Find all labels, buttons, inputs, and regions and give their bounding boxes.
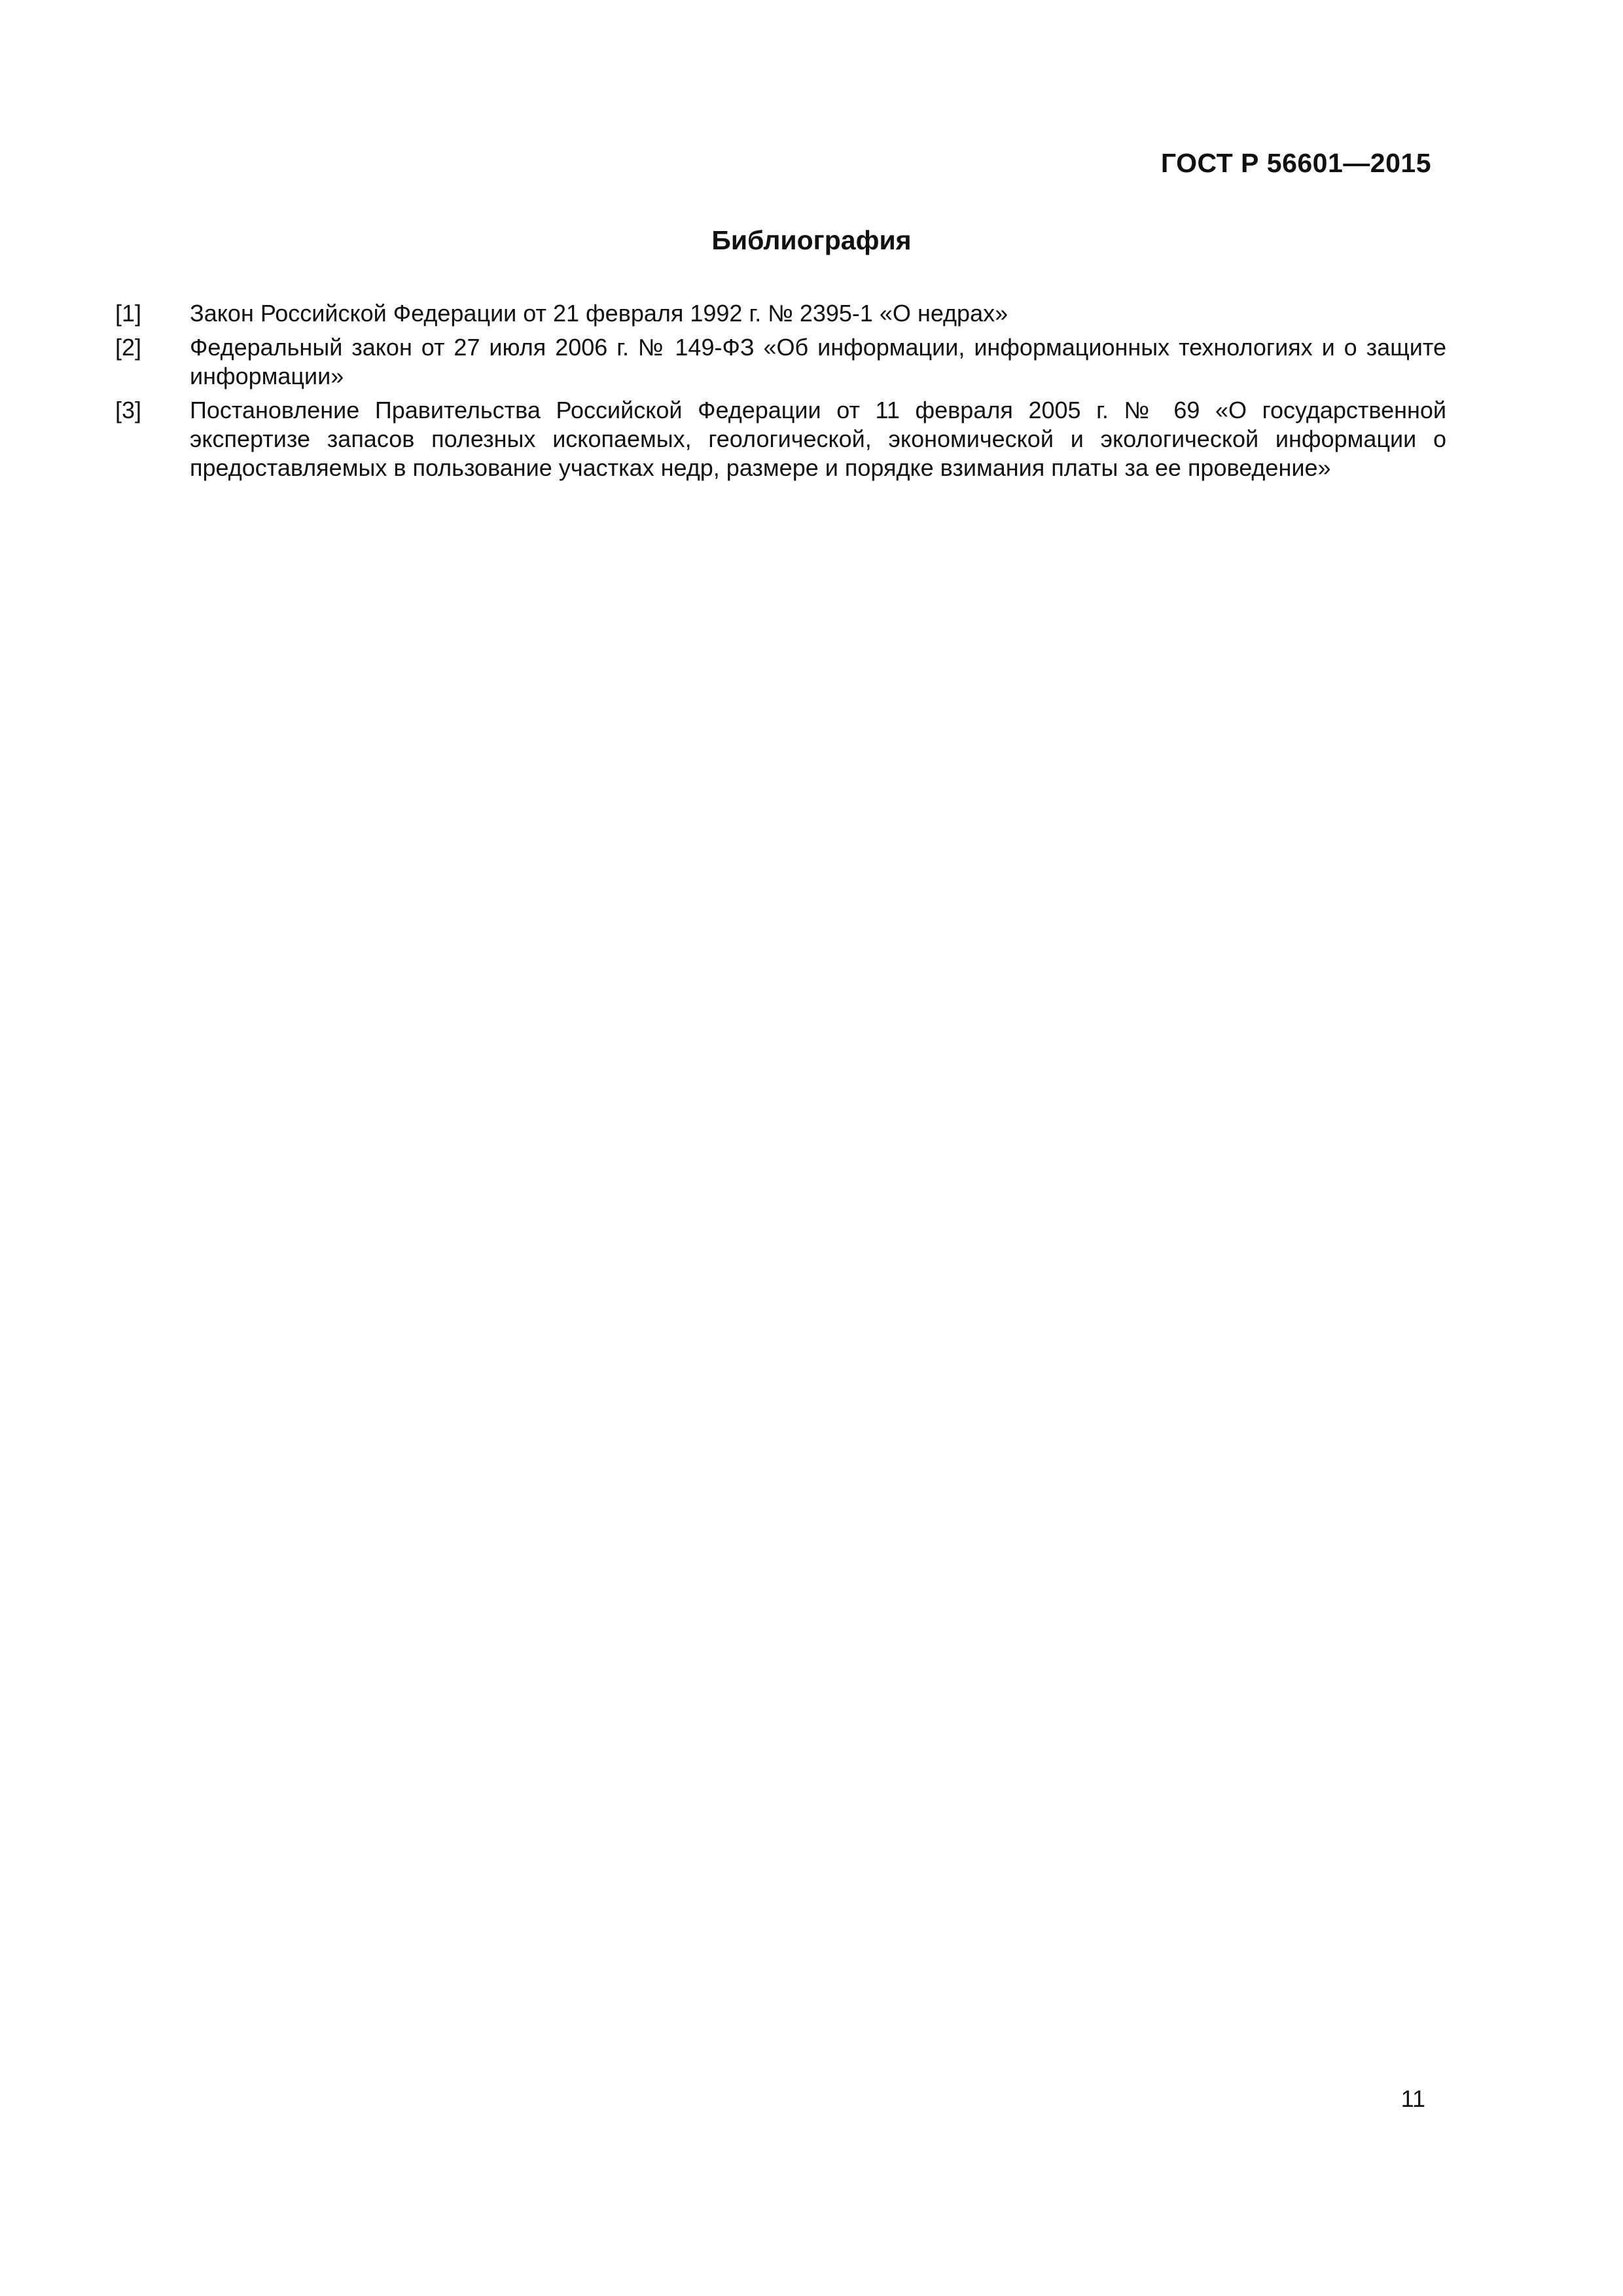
bibliography-item-text: Закон Российской Федерации от 21 февраля 1992 г. № 2395-1 «О недрах» [190, 300, 1008, 327]
section-title: Библиография [711, 225, 912, 255]
bibliography-item-number: [1] [115, 300, 142, 327]
bibliography-item-number: [2] [115, 334, 142, 361]
bibliography-item [115, 299, 1446, 328]
bibliography-item-text: Постановление Правительства Российской Федерации от 11 февраля 2005 г. № 69 «О государственной экспертизе запасов полезных ископаемых, геологической, экономической и экологической информации о предоставляемых в пользование участках недр, размере и порядке взимания платы за ее проведение» [190, 397, 1446, 481]
bibliography-list [115, 299, 1446, 488]
document-code: ГОСТ Р 56601—2015 [1160, 148, 1431, 178]
bibliography-item-text: Федеральный закон от 27 июля 2006 г. № 149-ФЗ «Об информации, информационных технологиях и о защите информации» [190, 334, 1446, 389]
bibliography-item [115, 396, 1446, 482]
bibliography-item-number: [3] [115, 397, 142, 423]
page-number: 11 [1400, 2085, 1425, 2112]
bibliography-item [115, 333, 1446, 391]
